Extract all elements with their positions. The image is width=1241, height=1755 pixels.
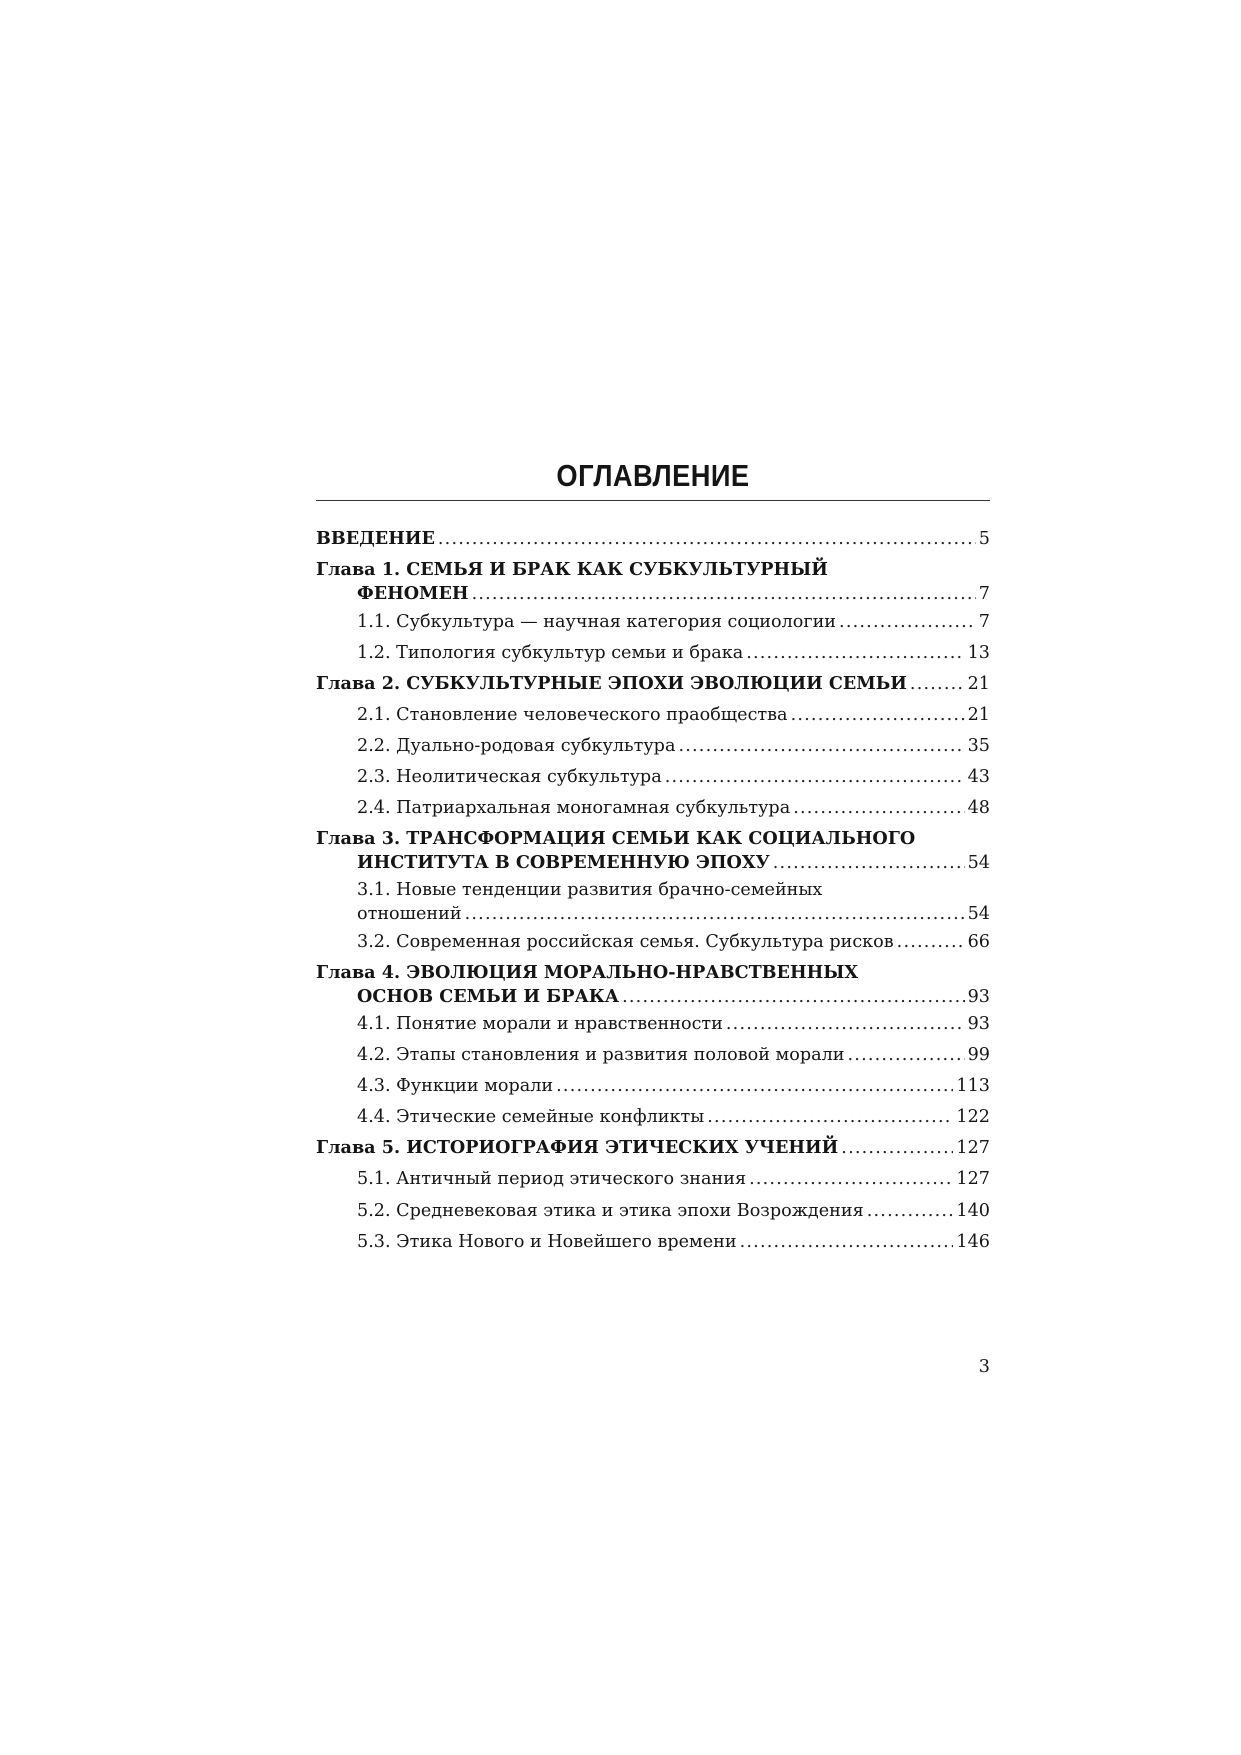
toc-entry-line xyxy=(316,610,990,634)
toc-page-number: 7 xyxy=(978,584,990,604)
toc-entry-label: отношений xyxy=(357,904,462,924)
toc-page-number: 93 xyxy=(967,987,990,1007)
toc-section-entry xyxy=(316,641,990,665)
toc-page-number: 7 xyxy=(978,612,990,632)
toc-entry-label: Глава 2. СУБКУЛЬТУРНЫЕ ЭПОХИ ЭВОЛЮЦИИ СЕМЬИ xyxy=(316,673,907,694)
page-number: 3 xyxy=(978,1357,990,1377)
toc-entry-label: 1.1. Субкультура — научная категория социологии xyxy=(357,612,837,632)
dot-leader xyxy=(726,1012,965,1036)
toc-section-entry xyxy=(316,1167,990,1191)
toc-entry-label: 3.2. Современная российская семья. Субкультура рисков xyxy=(357,932,894,952)
dot-leader xyxy=(438,527,976,551)
toc-page-number: 93 xyxy=(967,1014,990,1034)
toc-entry-label: 2.4. Патриархальная моногамная субкультура xyxy=(357,798,791,818)
toc-entry-line xyxy=(316,930,990,954)
toc-entry-line xyxy=(316,1043,990,1067)
toc-entry-line xyxy=(316,1230,990,1254)
dot-leader xyxy=(897,930,965,954)
dot-leader xyxy=(841,1136,953,1160)
toc-section-entry xyxy=(316,1043,990,1067)
dot-leader xyxy=(678,734,964,758)
toc-entry-line xyxy=(316,851,990,875)
toc-entry-line xyxy=(316,1199,990,1223)
toc-entry-label: 2.2. Дуально-родовая субкультура xyxy=(357,736,676,756)
toc-section-entry xyxy=(316,765,990,789)
page-title: ОГЛАВЛЕНИЕ xyxy=(556,458,750,493)
toc-entry-line xyxy=(316,672,990,696)
toc-entry-line xyxy=(316,961,990,985)
dot-leader xyxy=(472,582,976,606)
toc-entry-label: ОСНОВ СЕМЬИ И БРАКА xyxy=(357,986,620,1007)
toc-page-number: 99 xyxy=(967,1045,990,1065)
toc-section-entry xyxy=(316,796,990,820)
toc-section-entry xyxy=(316,734,990,758)
toc-entry-line xyxy=(316,1012,990,1036)
toc-entry-line xyxy=(316,734,990,758)
toc-entry-label: ИНСТИТУТА В СОВРЕМЕННУЮ ЭПОХУ xyxy=(357,852,770,873)
toc-entry-label: 5.3. Этика Нового и Новейшего времени xyxy=(357,1232,737,1252)
toc-section-entry xyxy=(316,703,990,727)
dot-leader xyxy=(740,1230,954,1254)
dot-leader xyxy=(746,641,964,665)
toc-entry-label: ВВЕДЕНИЕ xyxy=(316,528,435,549)
toc-page-number: 54 xyxy=(967,853,990,873)
toc-page-number: 127 xyxy=(956,1138,990,1158)
toc-entry-label: 1.2. Типология субкультур семьи и брака xyxy=(357,643,744,663)
toc-chapter-entry xyxy=(316,527,990,551)
dot-leader xyxy=(465,902,965,926)
toc-entry-line xyxy=(316,582,990,606)
toc-page-number: 5 xyxy=(978,529,990,549)
toc-section-entry xyxy=(316,1074,990,1098)
dot-leader xyxy=(791,703,965,727)
dot-leader xyxy=(707,1105,953,1129)
toc-entry-label: Глава 5. ИСТОРИОГРАФИЯ ЭТИЧЕСКИХ УЧЕНИЙ xyxy=(316,1137,839,1158)
toc-page-number: 127 xyxy=(956,1169,990,1189)
toc-entry-line xyxy=(316,878,990,902)
toc-entry-line xyxy=(316,827,990,851)
toc-entry-label: Глава 4. ЭВОЛЮЦИЯ МОРАЛЬНО-НРАВСТВЕННЫХ xyxy=(316,962,859,983)
toc-entry-line xyxy=(316,1136,990,1160)
toc-page-number: 113 xyxy=(956,1076,990,1096)
toc-section-entry xyxy=(316,1230,990,1254)
dot-leader xyxy=(773,851,965,875)
toc-chapter-entry xyxy=(316,827,990,875)
toc-entry-line xyxy=(316,558,990,582)
toc-page-number: 21 xyxy=(967,705,990,725)
toc-entry-label: Глава 1. СЕМЬЯ И БРАК КАК СУБКУЛЬТУРНЫЙ xyxy=(316,559,828,580)
toc-entry-label: 2.3. Неолитическая субкультура xyxy=(357,767,662,787)
toc-chapter-entry xyxy=(316,961,990,1009)
toc-page-number: 54 xyxy=(967,904,990,924)
toc-entry-line xyxy=(316,641,990,665)
toc-page-number: 140 xyxy=(956,1201,990,1221)
toc-chapter-entry xyxy=(316,672,990,696)
toc-chapter-entry xyxy=(316,1136,990,1160)
toc-entry-label: 4.4. Этические семейные конфликты xyxy=(357,1107,705,1127)
toc-section-entry xyxy=(316,610,990,634)
toc-entry-label: 2.1. Становление человеческого праобщества xyxy=(357,705,788,725)
toc-section-entry xyxy=(316,1012,990,1036)
toc-page-number: 21 xyxy=(967,674,990,694)
dot-leader xyxy=(848,1043,965,1067)
toc-entry-line xyxy=(316,1074,990,1098)
toc-entry-label: 5.1. Античный период этического знания xyxy=(357,1169,747,1189)
toc-entry-line xyxy=(316,527,990,551)
toc-page-number: 146 xyxy=(956,1232,990,1252)
toc-entry-label: 5.2. Средневековая этика и этика эпохи Возрождения xyxy=(357,1201,864,1221)
dot-leader xyxy=(622,985,965,1009)
toc-entry-line xyxy=(316,985,990,1009)
toc-section-entry xyxy=(316,1199,990,1223)
toc-section-entry xyxy=(316,930,990,954)
dot-leader xyxy=(839,610,976,634)
toc-entry-line xyxy=(316,902,990,926)
toc-page-number: 43 xyxy=(967,767,990,787)
toc-page-number: 122 xyxy=(956,1107,990,1127)
toc-entry-label: 3.1. Новые тенденции развития брачно-семейных xyxy=(357,880,823,900)
toc-page-number: 66 xyxy=(967,932,990,952)
toc-entry-label: 4.1. Понятие морали и нравственности xyxy=(357,1014,723,1034)
toc-entry-line xyxy=(316,765,990,789)
toc-entry-line xyxy=(316,1105,990,1129)
toc-section-entry xyxy=(316,878,990,926)
title-divider xyxy=(316,500,990,501)
toc-entry-label: Глава 3. ТРАНСФОРМАЦИЯ СЕМЬИ КАК СОЦИАЛЬНОГО xyxy=(316,828,916,849)
toc-chapter-entry xyxy=(316,558,990,606)
dot-leader xyxy=(867,1199,954,1223)
toc-entry-line xyxy=(316,1167,990,1191)
dot-leader xyxy=(793,796,964,820)
toc-page-number: 35 xyxy=(967,736,990,756)
dot-leader xyxy=(910,672,965,696)
dot-leader xyxy=(556,1074,953,1098)
toc-entry-line xyxy=(316,703,990,727)
toc-entry-label: ФЕНОМЕН xyxy=(357,583,469,604)
toc-entry-label: 4.3. Функции морали xyxy=(357,1076,554,1096)
dot-leader xyxy=(665,765,965,789)
toc-entry-label: 4.2. Этапы становления и развития половой морали xyxy=(357,1045,845,1065)
toc-page-number: 48 xyxy=(967,798,990,818)
dot-leader xyxy=(749,1167,953,1191)
toc-page-number: 13 xyxy=(967,643,990,663)
toc-section-entry xyxy=(316,1105,990,1129)
toc-entry-line xyxy=(316,796,990,820)
